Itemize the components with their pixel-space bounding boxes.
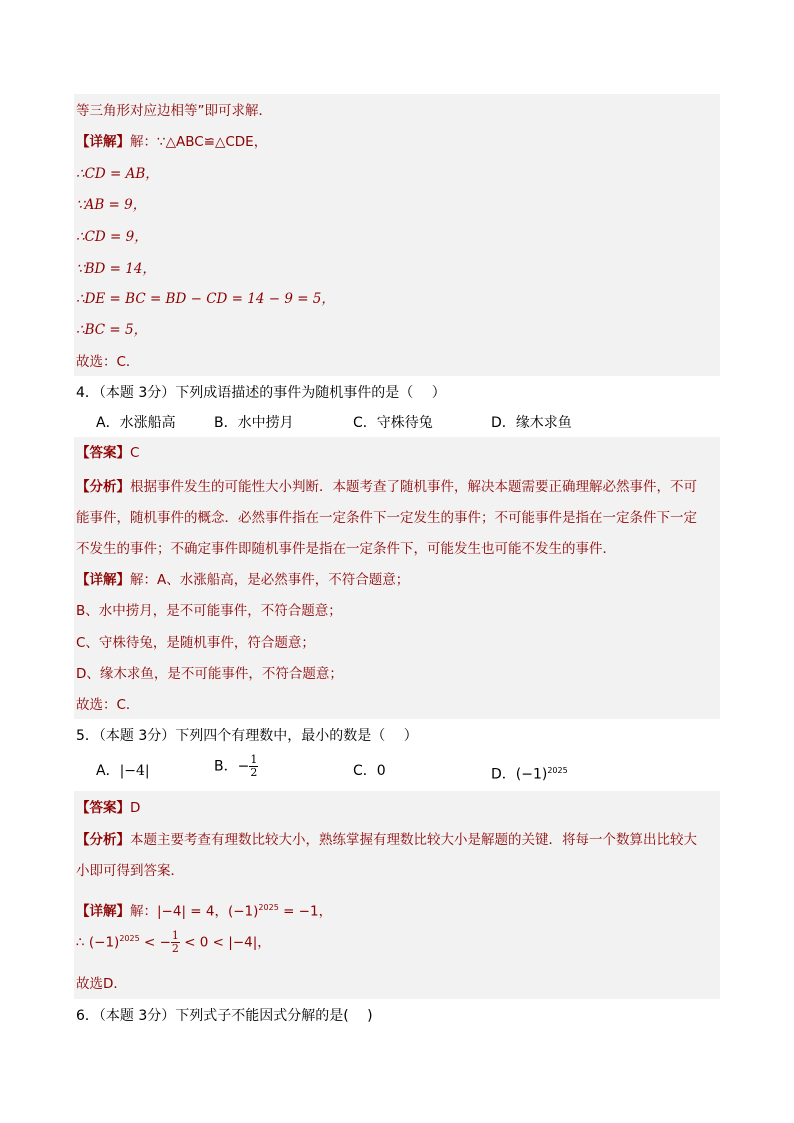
analysis-tag: 【分析】 xyxy=(76,479,130,495)
q5-option-d xyxy=(491,762,568,784)
answer-tag: 【答案】 xyxy=(76,800,130,816)
q6-stem: 6．（本题 3分）下列式子不能因式分解的是( ) xyxy=(76,1008,373,1024)
q3-detail-text: 解：∵△ABC≌△CDE， xyxy=(130,134,268,150)
q4-answer-value: C xyxy=(130,445,140,461)
q5-option-b xyxy=(214,754,258,779)
q3-math-line: ∴BC = 5， xyxy=(76,322,148,338)
q4-option-a: A．水涨船高 xyxy=(96,415,176,431)
q5-option-a-value: |−4| xyxy=(119,763,150,779)
q4-analysis-line: 不发生的事件；不确定事件即随机事件是指在一定条件下，可能发生也可能不发生的事件． xyxy=(76,541,616,557)
q4-option-c: C．守株待兔 xyxy=(353,415,433,431)
q5-stem: 5．（本题 3分）下列四个有理数中，最小的数是（ ） xyxy=(76,728,418,744)
q4-option-d: D．缘木求鱼 xyxy=(491,415,572,431)
q4-detail-line: D、缘木求鱼，是不可能事件，不符合题意； xyxy=(76,666,343,682)
q3-math-line: ∵AB = 9， xyxy=(76,197,147,213)
q5-detail-text-mid: < − xyxy=(139,934,171,951)
q4-stem: 4．（本题 3分）下列成语描述的事件为随机事件的是（ ） xyxy=(76,385,446,401)
q4-detail-line xyxy=(76,571,409,589)
q3-conclusion: 故选：C． xyxy=(76,354,140,370)
q5-analysis-line xyxy=(76,831,697,849)
q3-detail-line xyxy=(76,133,267,151)
q5-option-b-fraction xyxy=(249,754,258,779)
q4-detail-line: B、水中捞月，是不可能事件，不符合题意； xyxy=(76,603,342,619)
q5-detail-text: 解：|−4| = 4，(−1) xyxy=(130,903,259,920)
q5-detail-line xyxy=(76,899,332,921)
q5-solution-block xyxy=(74,791,720,999)
q5-option-a xyxy=(96,762,150,780)
q4-detail-line: C、守株待兔，是随机事件，符合题意； xyxy=(76,635,315,651)
q4-analysis-line: 能事件，随机事件的概念．必然事件指在一定条件下一定发生的事件；不可能事件是指在一定条件下一定 xyxy=(76,510,697,526)
q5-option-b-label: B． xyxy=(214,758,238,775)
q5-option-d-exponent: 2025 xyxy=(547,766,568,775)
q5-answer-value: D xyxy=(130,800,141,816)
q3-math-line: ∴CD = 9， xyxy=(76,229,148,245)
q5-detail-line xyxy=(76,930,271,955)
answer-tag: 【答案】 xyxy=(76,445,130,461)
q5-option-a-label: A． xyxy=(96,763,120,779)
fraction-denominator: 2 xyxy=(171,942,179,955)
analysis-tag: 【分析】 xyxy=(76,832,130,848)
fraction-numerator: 1 xyxy=(250,753,258,766)
q4-detail-text: 解：A、水涨船高，是必然事件，不符合题意； xyxy=(130,572,410,588)
q5-detail-text-end: < 0 < |−4|， xyxy=(179,934,271,951)
q5-detail-text-end: = −1， xyxy=(278,903,333,920)
detail-tag: 【详解】 xyxy=(76,134,130,150)
q4-option-b: B．水中捞月 xyxy=(214,415,294,431)
q5-analysis-text: 本题主要考查有理数比较大小，熟练掌握有理数比较大小是解题的关键．将每一个数算出比较大 xyxy=(130,832,697,848)
q5-option-d-base: (−1) xyxy=(515,766,548,783)
q4-answer xyxy=(76,444,139,462)
q5-option-d-label: D． xyxy=(491,766,516,783)
fraction-numerator: 1 xyxy=(171,929,179,942)
q5-conclusion: 故选D． xyxy=(76,976,127,992)
q5-answer xyxy=(76,799,140,817)
q5-option-b-sign: − xyxy=(237,758,250,775)
q5-analysis-line: 小即可得到答案． xyxy=(76,863,184,879)
detail-tag: 【详解】 xyxy=(76,572,130,588)
q3-math-line: ∵BD = 14， xyxy=(76,261,156,277)
q5-detail-exponent: 2025 xyxy=(119,934,140,943)
q5-detail-text: ∴ (−1) xyxy=(76,934,120,951)
q3-math-line: ∴CD = AB， xyxy=(76,166,159,182)
fraction-denominator: 2 xyxy=(250,766,258,779)
detail-tag: 【详解】 xyxy=(76,903,130,920)
q4-conclusion: 故选：C． xyxy=(76,697,140,713)
q5-detail-exponent: 2025 xyxy=(258,903,279,912)
q4-analysis-text: 根据事件发生的可能性大小判断．本题考查了随机事件，解决本题需要正确理解必然事件，不可 xyxy=(130,479,697,495)
q5-option-c: C．0 xyxy=(353,763,386,779)
q4-analysis-line xyxy=(76,478,697,496)
q5-detail-fraction xyxy=(171,930,180,955)
q3-math-line: ∴DE = BC = BD − CD = 14 − 9 = 5， xyxy=(76,291,335,307)
q3-text-line: 等三角形对应边相等”即可求解． xyxy=(76,103,272,119)
